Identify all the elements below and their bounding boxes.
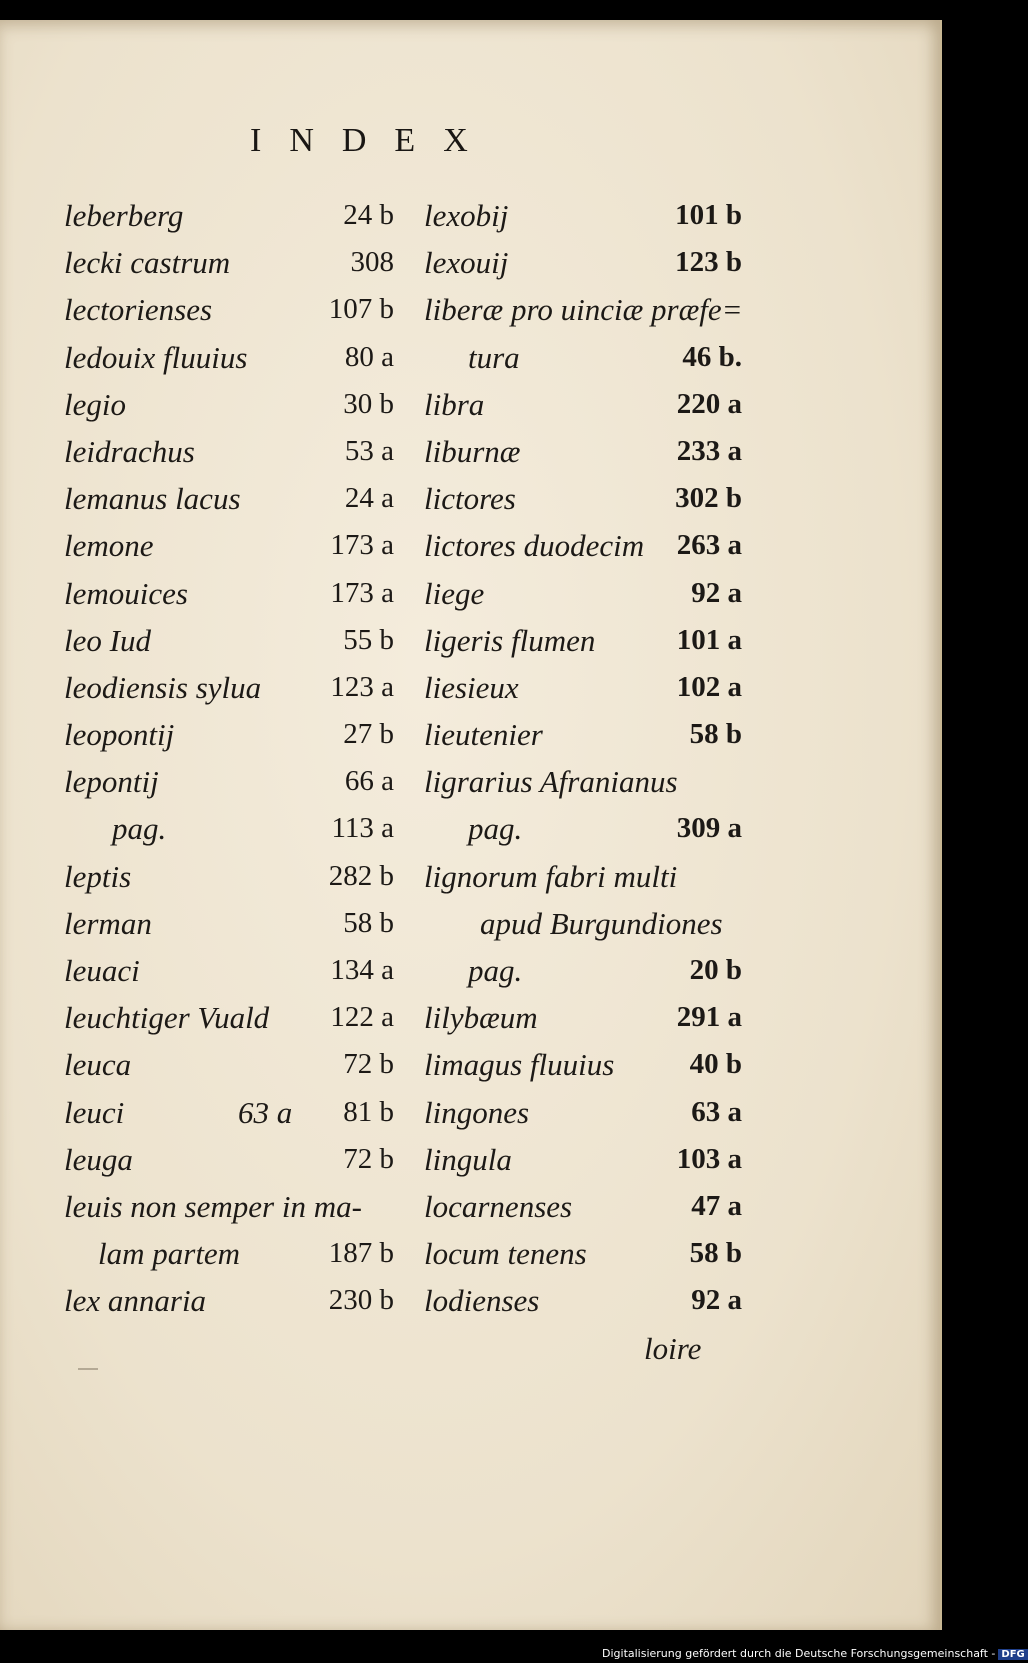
index-entry — [424, 853, 754, 900]
entry-term: lectorienses — [64, 292, 213, 328]
entry-term: tura — [468, 339, 520, 375]
index-entry — [64, 334, 394, 381]
entry-page-ref: 103 a — [676, 1142, 742, 1175]
entry-term: pag. — [112, 811, 167, 847]
entry-term: locarnenses — [424, 1188, 573, 1224]
entry-term: lexouij — [424, 245, 509, 281]
entry-term: liberæ pro uinciæ præfe= — [424, 292, 743, 328]
index-entry — [424, 805, 754, 852]
entry-page-ref: 291 a — [676, 1001, 742, 1034]
digitization-footer — [602, 1647, 1028, 1660]
entry-term: lingula — [424, 1141, 512, 1177]
index-entry — [424, 570, 754, 617]
entry-term: leberberg — [64, 198, 184, 233]
entry-term: leuci — [64, 1094, 125, 1130]
index-entry — [64, 947, 394, 994]
index-entry — [424, 758, 754, 805]
index-entry — [424, 947, 754, 994]
entry-page-ref: 55 b — [343, 623, 394, 656]
entry-term: apud Burgundiones — [480, 905, 723, 941]
book-page — [0, 20, 942, 1630]
entry-extra-ref: 63 a — [238, 1094, 293, 1130]
entry-page-ref: 308 — [350, 246, 394, 279]
entry-term: lieutenier — [424, 717, 543, 753]
index-entry — [64, 853, 394, 900]
entry-page-ref: 101 b — [675, 199, 742, 231]
entry-term: leodiensis sylua — [64, 669, 262, 705]
entry-page-ref: 40 b — [689, 1048, 742, 1081]
entry-page-ref: 58 b — [689, 718, 742, 751]
index-entry — [424, 239, 754, 286]
entry-term: lemone — [64, 528, 154, 564]
entry-page-ref: 46 b. — [682, 340, 742, 373]
entry-page-ref: 309 a — [676, 812, 742, 845]
entry-page-ref: 113 a — [331, 812, 394, 845]
index-entry — [64, 192, 394, 239]
entry-page-ref: 107 b — [328, 293, 394, 326]
index-entry — [424, 664, 754, 711]
entry-term: leuga — [64, 1141, 133, 1177]
entry-term: leptis — [64, 858, 132, 894]
entry-page-ref: 173 a — [330, 529, 394, 562]
entry-page-ref: 30 b — [343, 387, 394, 420]
entry-term: liege — [424, 575, 485, 611]
entry-page-ref: 92 a — [691, 1284, 742, 1317]
entry-term: leuis non semper in ma- — [64, 1188, 362, 1224]
index-entry — [424, 192, 754, 239]
entry-page-ref: 58 b — [343, 906, 394, 939]
ink-smudge — [78, 1368, 98, 1370]
index-entry — [424, 286, 754, 333]
entry-term: leo Iud — [64, 622, 151, 658]
entry-page-ref: 282 b — [328, 859, 394, 892]
entry-term: lingones — [424, 1094, 530, 1130]
entry-page-ref: 53 a — [344, 434, 394, 467]
catchword: loire — [644, 1331, 702, 1366]
entry-page-ref: 27 b — [343, 718, 394, 751]
entry-term: lerman — [64, 905, 152, 941]
index-entry — [424, 1230, 754, 1277]
index-entry — [64, 900, 394, 947]
entry-term: lex annaria — [64, 1283, 207, 1319]
index-entry — [424, 1183, 754, 1230]
entry-term: libra — [424, 386, 485, 422]
entry-page-ref: 72 b — [343, 1048, 394, 1081]
index-entry — [424, 522, 754, 569]
entry-page-ref: 66 a — [344, 765, 394, 798]
footer-text: Digitalisierung gefördert durch die Deutsche Forschungsgemeinschaft - — [602, 1647, 996, 1660]
index-entry — [64, 381, 394, 428]
entry-term: pag. — [468, 811, 523, 847]
entry-term: lodienses — [424, 1283, 540, 1319]
index-entry — [64, 805, 394, 852]
index-entry — [424, 381, 754, 428]
entry-page-ref: 123 b — [675, 246, 742, 279]
entry-page-ref: 233 a — [676, 434, 742, 467]
entry-term: lam partem — [98, 1236, 241, 1272]
entry-page-ref: 134 a — [330, 954, 394, 986]
index-entry — [64, 1041, 394, 1088]
entry-page-ref: 58 b — [689, 1237, 742, 1270]
entry-page-ref: 92 a — [691, 576, 742, 609]
index-entry — [424, 475, 754, 522]
index-entry — [64, 286, 394, 333]
index-entry — [64, 239, 394, 286]
entry-term: liburnæ — [424, 433, 521, 469]
entry-term: locum tenens — [424, 1236, 587, 1272]
entry-page-ref: 80 a — [344, 340, 394, 373]
index-entry — [424, 1041, 754, 1088]
dfg-logo: DFG — [998, 1649, 1027, 1660]
entry-term: leuchtiger Vuald — [64, 1000, 270, 1036]
entry-term: lictores — [424, 481, 516, 517]
entry-term: ledouix fluuius — [64, 339, 248, 375]
entry-page-ref: 123 a — [330, 670, 394, 703]
entry-term: legio — [64, 386, 126, 422]
entry-term: limagus fluuius — [424, 1047, 615, 1083]
index-entry — [424, 994, 754, 1041]
entry-page-ref: 72 b — [343, 1142, 394, 1175]
index-entry — [424, 900, 754, 947]
entry-page-ref: 101 a — [676, 623, 742, 656]
entry-page-ref: 63 a — [691, 1095, 742, 1128]
entry-term: ligeris flumen — [424, 622, 596, 658]
entry-page-ref: 173 a — [330, 576, 394, 609]
entry-term: lexobij — [424, 198, 509, 233]
index-entry — [64, 664, 394, 711]
entry-term: leuaci — [64, 953, 140, 988]
index-entry — [64, 1136, 394, 1183]
index-entry — [424, 617, 754, 664]
entry-page-ref: 47 a — [691, 1189, 742, 1222]
entry-term: lepontij — [64, 764, 159, 800]
index-entry — [424, 711, 754, 758]
entry-page-ref: 220 a — [676, 387, 742, 420]
entry-term: leidrachus — [64, 433, 195, 469]
index-entry — [64, 1277, 394, 1324]
entry-page-ref: 122 a — [330, 1001, 394, 1034]
entry-term: lemanus lacus — [64, 481, 241, 517]
entry-page-ref: 187 b — [328, 1237, 394, 1270]
index-entry — [64, 522, 394, 569]
index-entry — [424, 1277, 754, 1324]
index-entry — [64, 1230, 394, 1277]
index-entry — [64, 570, 394, 617]
entry-term: leuca — [64, 1047, 132, 1083]
index-column-right — [424, 192, 754, 1325]
index-entry — [424, 1136, 754, 1183]
entry-page-ref: 20 b — [689, 954, 742, 986]
index-entry — [64, 617, 394, 664]
index-entry — [64, 1183, 394, 1230]
entry-term: pag. — [468, 953, 523, 988]
entry-page-ref: 24 b — [343, 199, 394, 231]
entry-term: lignorum fabri multi — [424, 858, 678, 894]
page-heading: INDEX — [250, 122, 496, 159]
entry-page-ref: 263 a — [676, 529, 742, 562]
index-entry — [64, 758, 394, 805]
entry-page-ref: 81 b — [343, 1095, 394, 1128]
index-entry — [424, 334, 754, 381]
entry-page-ref: 230 b — [328, 1284, 394, 1317]
entry-term: ligrarius Afranianus — [424, 764, 678, 800]
entry-term: lecki castrum — [64, 245, 231, 281]
index-entry — [64, 1089, 394, 1136]
entry-term: liesieux — [424, 669, 519, 705]
entry-term: lemouices — [64, 575, 188, 611]
entry-term: lictores duodecim — [424, 528, 645, 564]
entry-page-ref: 24 a — [344, 482, 394, 515]
index-entry — [424, 428, 754, 475]
index-entry — [64, 428, 394, 475]
index-entry — [424, 1089, 754, 1136]
index-entry — [64, 994, 394, 1041]
entry-page-ref: 302 b — [675, 482, 742, 515]
index-entry — [64, 475, 394, 522]
index-column-left — [64, 192, 394, 1325]
entry-page-ref: 102 a — [676, 670, 742, 703]
entry-term: leopontij — [64, 717, 175, 753]
index-entry — [64, 711, 394, 758]
entry-term: lilybæum — [424, 1000, 538, 1036]
